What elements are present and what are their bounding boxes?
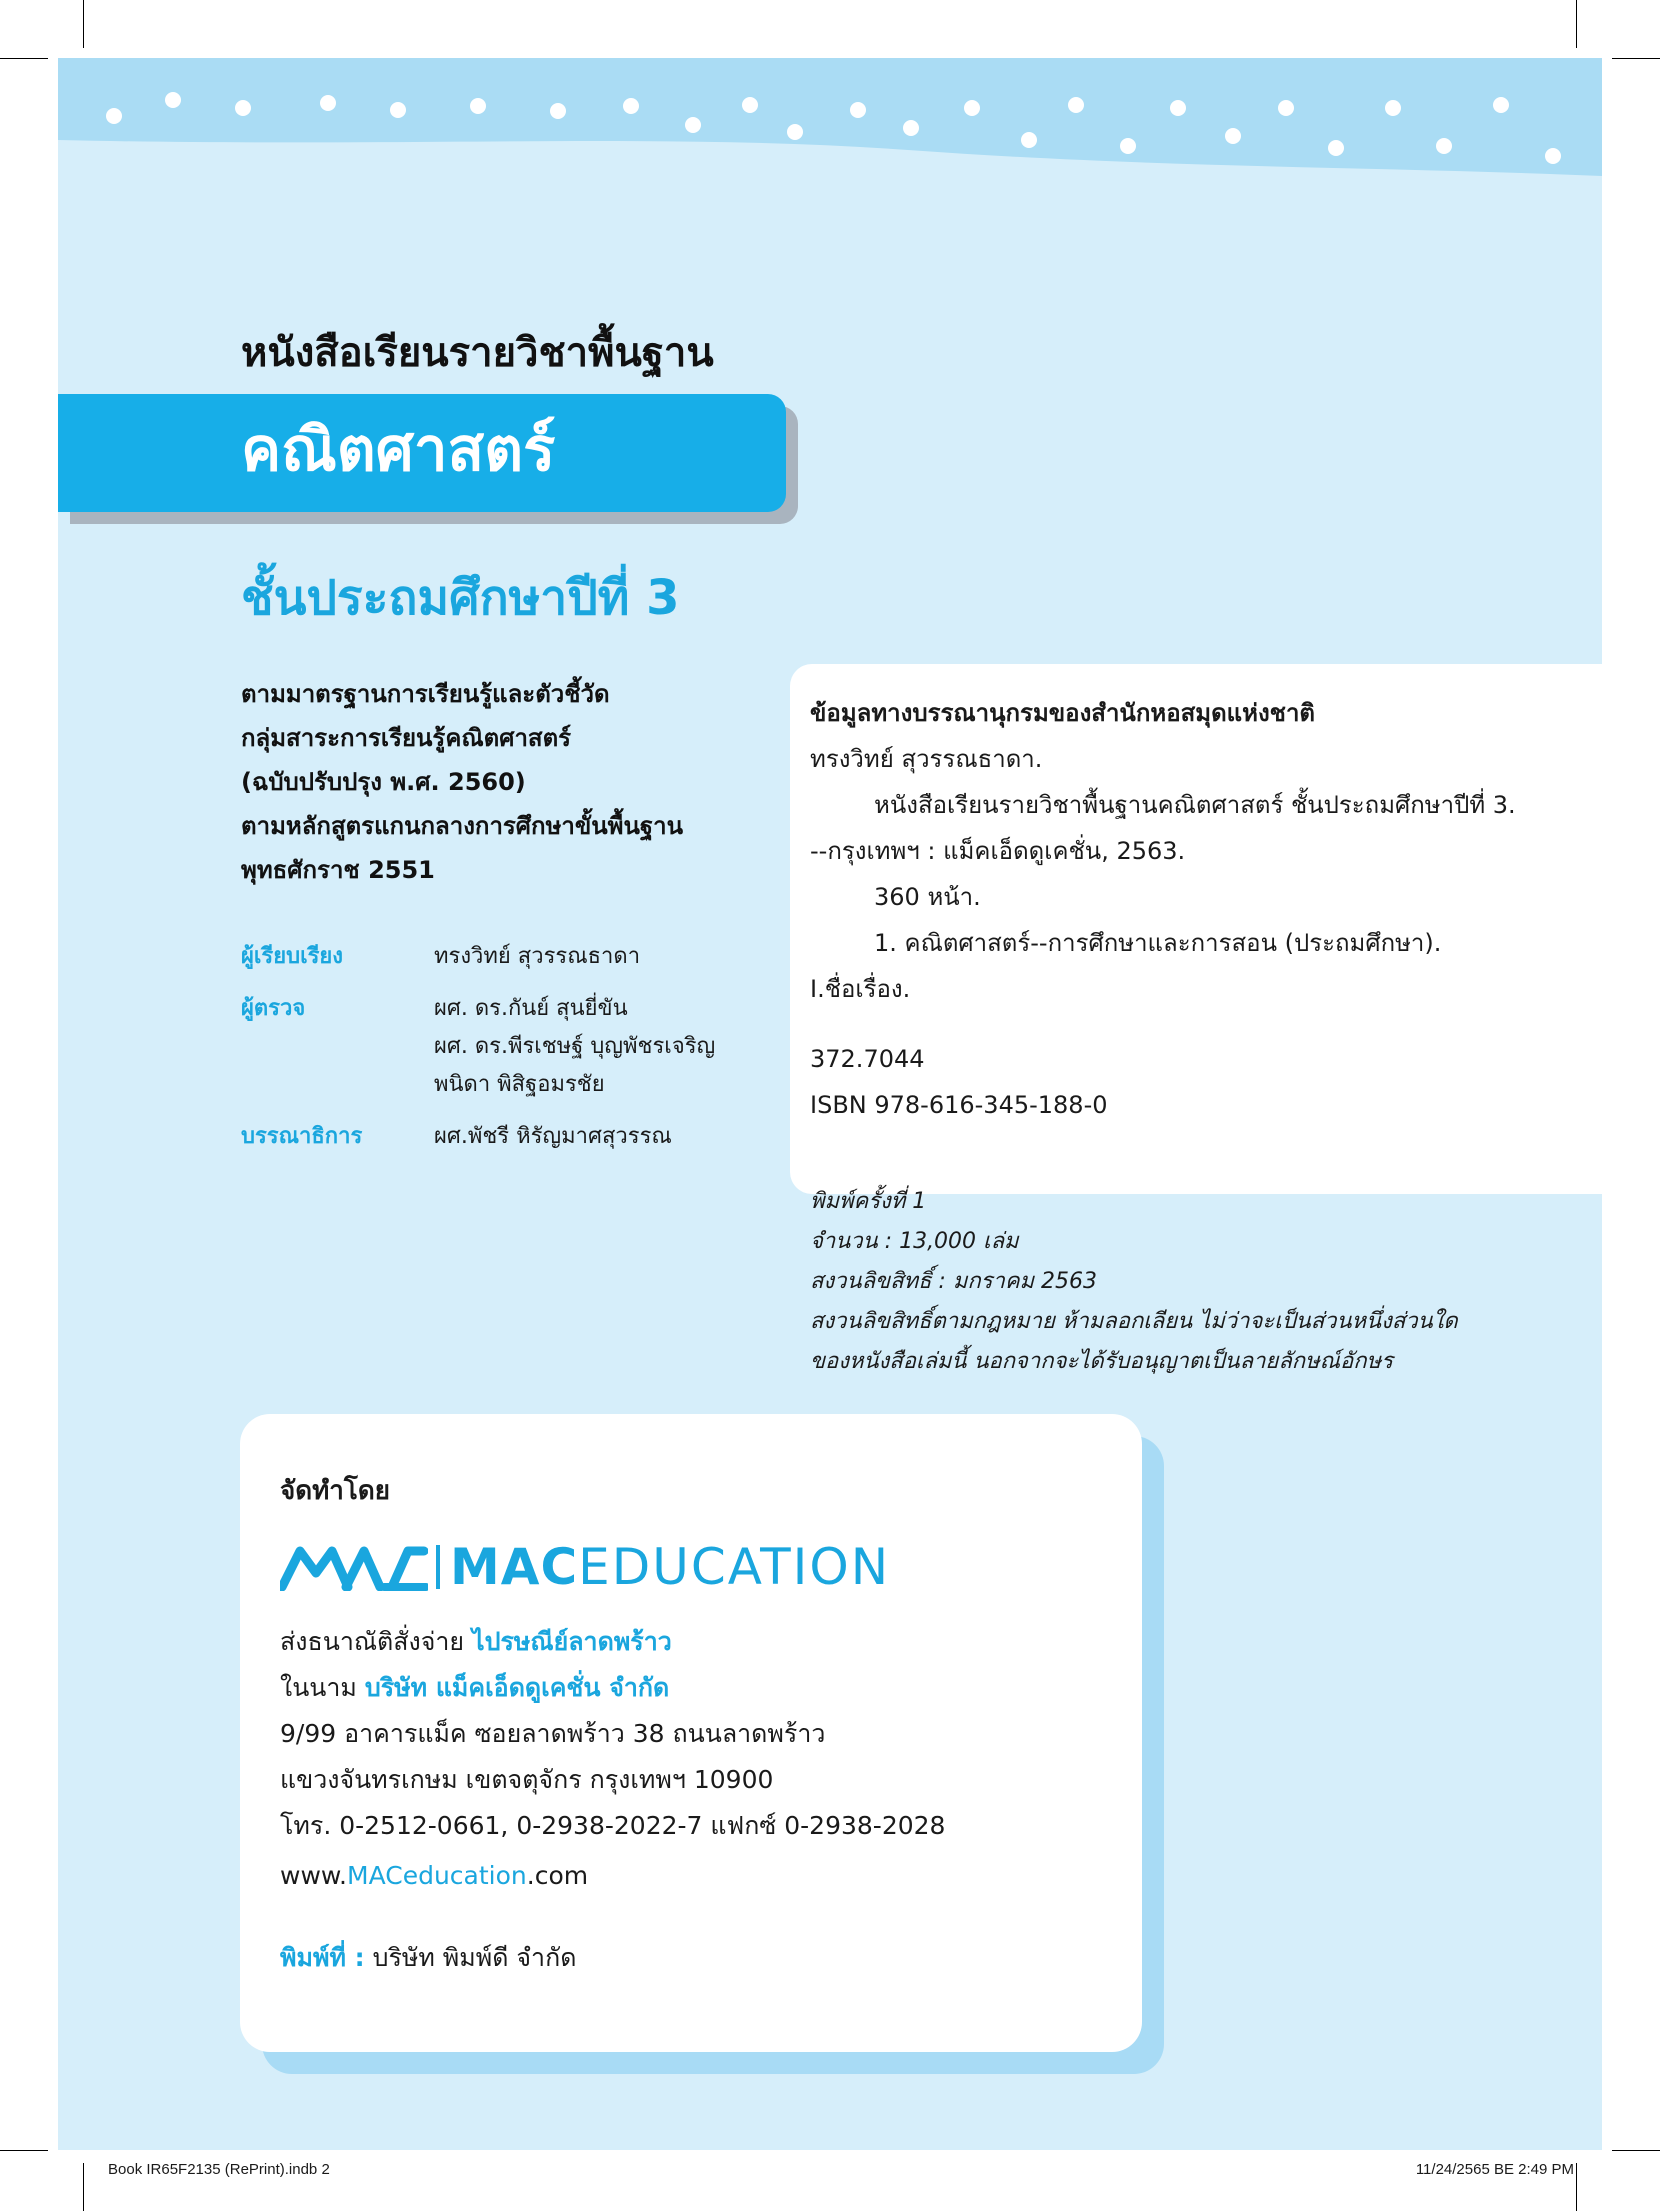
credit-name: ทรงวิทย์ สุวรรณธาดา: [434, 944, 641, 969]
credits-list: [241, 938, 801, 1170]
standards-line: กลุ่มสาระการเรียนรู้คณิตศาสตร์: [241, 724, 572, 752]
print-info: [810, 1182, 1458, 1382]
cataloging-title-entry: I.ชื่อเรื่อง.: [810, 975, 911, 1003]
cataloging-pages: 360 หน้า.: [874, 883, 981, 911]
credit-name: พนิดา พิสิฐอมรชัย: [434, 1072, 605, 1097]
credit-label: บรรณาธิการ: [241, 1124, 363, 1149]
credit-name: ผศ. ดร.พีรเชษฐ์ บุญพัชรเจริญ: [434, 1034, 716, 1059]
isbn: ISBN 978-616-345-188-0: [810, 1091, 1108, 1119]
standards-line: (ฉบับปรับปรุง พ.ศ. 2560): [241, 768, 526, 796]
printer-name: บริษัท พิมพ์ดี จำกัด: [372, 1943, 577, 1972]
copyright-date: สงวนลิขสิทธิ์ : มกราคม 2563: [810, 1269, 1098, 1294]
crop-mark: [1612, 2150, 1660, 2151]
credit-reviewers: [241, 990, 801, 1104]
credit-name: ผศ. ดร.กันย์ สุนยี่ขัน: [434, 996, 628, 1021]
crop-mark: [83, 2163, 84, 2211]
credit-name: ผศ.พัชรี หิรัญมาศสุวรรณ: [434, 1124, 672, 1149]
printer-label: พิมพ์ที่ :: [280, 1943, 365, 1972]
crop-mark: [1576, 2163, 1577, 2211]
publisher-card: [240, 1414, 1142, 2052]
cataloging-publisher: --กรุงเทพฯ : แม็คเอ็ดดูเคชั่น, 2563.: [810, 837, 1186, 865]
cataloging-heading: ข้อมูลทางบรรณานุกรมของสำนักหอสมุดแห่งชาติ: [810, 699, 1316, 727]
crop-mark: [0, 58, 48, 59]
money-order-prefix: ส่งธนาณัติสั่งจ่าย: [280, 1627, 465, 1656]
payee-name: บริษัท แม็คเอ็ดดูเคชั่น จำกัด: [364, 1673, 670, 1702]
cataloging-card: [790, 664, 1602, 1194]
web-prefix: www.: [280, 1861, 347, 1890]
subject-banner: [58, 394, 786, 512]
credit-label: ผู้เรียบเรียง: [241, 944, 344, 969]
cataloging-classification: 372.7044: [810, 1045, 925, 1073]
logo-text-light: EDUCATION: [578, 1538, 891, 1596]
phone-line: โทร. 0-2512-0661, 0-2938-2022-7 แฟกซ์ 0-2938-2028: [280, 1811, 946, 1840]
crop-mark: [83, 0, 84, 48]
spacer: [810, 1012, 1602, 1036]
web-domain: MACeducation: [347, 1861, 527, 1890]
copyright-notice: ของหนังสือเล่มนี้ นอกจากจะได้รับอนุญาตเป็นลายลักษณ์อักษร: [810, 1349, 1393, 1374]
cataloging-subject: 1. คณิตศาสตร์--การศึกษาและการสอน (ประถมศึกษา).: [874, 929, 1442, 957]
print-edition: พิมพ์ครั้งที่ 1: [810, 1189, 927, 1214]
address-line: 9/99 อาคารแม็ค ซอยลาดพร้าว 38 ถนนลาดพร้าว: [280, 1719, 826, 1748]
cataloging-title: หนังสือเรียนรายวิชาพื้นฐานคณิตศาสตร์ ชั้นประถมศึกษาปีที่ 3.: [874, 791, 1516, 819]
crop-mark: [1612, 58, 1660, 59]
payee-prefix: ในนาม: [280, 1673, 357, 1702]
mac-education-logo: [280, 1537, 1142, 1597]
credit-compiler: [241, 938, 801, 976]
logo-divider: [436, 1545, 440, 1589]
footer-timestamp: 11/24/2565 BE 2:49 PM: [1415, 2161, 1574, 2178]
footer-file-name: Book IR65F2135 (RePrint).indb 2: [108, 2161, 330, 2178]
money-order-office: ไปรษณีย์ลาดพร้าว: [472, 1627, 672, 1656]
credit-names: [434, 990, 715, 1104]
print-quantity: จำนวน : 13,000 เล่ม: [810, 1229, 1019, 1254]
address-line: แขวงจันทรเกษม เขตจตุจักร กรุงเทพฯ 10900: [280, 1765, 774, 1794]
cataloging-author: ทรงวิทย์ สุวรรณธาดา.: [810, 745, 1043, 773]
book-page: [58, 58, 1602, 2150]
copyright-notice: สงวนลิขสิทธิ์ตามกฎหมาย ห้ามลอกเลียน ไม่ว่าจะเป็นส่วนหนึ่งส่วนใด: [810, 1309, 1458, 1334]
series-title: หนังสือเรียนรายวิชาพื้นฐาน: [241, 330, 714, 376]
logo-text-bold: MAC: [450, 1538, 579, 1596]
credit-editor: [241, 1118, 801, 1156]
grade-level: ชั้นประถมศึกษาปีที่ 3: [241, 570, 680, 626]
printer-line: [280, 1935, 1142, 1981]
money-order-line: [280, 1619, 1142, 1665]
mac-logo-icon: [280, 1543, 428, 1591]
standards-line: พุทธศักราช 2551: [241, 856, 435, 884]
crop-mark: [0, 2150, 48, 2151]
wave-dots-decoration: [58, 58, 1602, 208]
website-link[interactable]: [280, 1853, 1142, 1899]
payee-line: [280, 1665, 1142, 1711]
web-suffix: .com: [526, 1861, 589, 1890]
curriculum-standards: [241, 672, 801, 892]
crop-mark: [1576, 0, 1577, 48]
credit-names: [434, 1118, 672, 1156]
standards-line: ตามหลักสูตรแกนกลางการศึกษาขั้นพื้นฐาน: [241, 812, 684, 840]
credit-names: [434, 938, 640, 976]
subject-title: คณิตศาสตร์: [241, 415, 556, 485]
made-by-label: จัดทำโดย: [280, 1476, 390, 1506]
credit-label: ผู้ตรวจ: [241, 996, 306, 1021]
standards-line: ตามมาตรฐานการเรียนรู้และตัวชี้วัด: [241, 680, 610, 708]
